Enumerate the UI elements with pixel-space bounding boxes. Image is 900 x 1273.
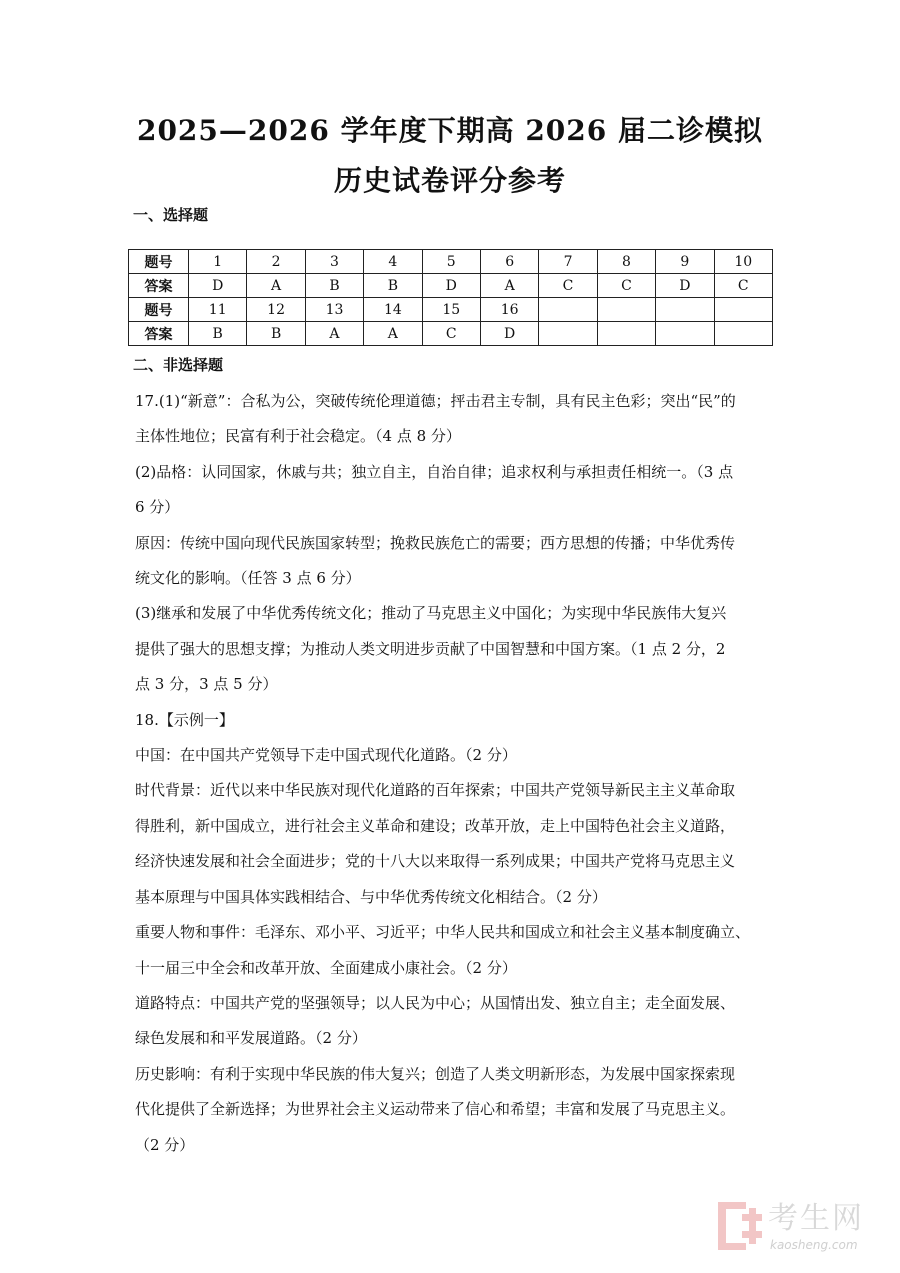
row-label: 答案: [129, 322, 189, 346]
text-line: 绿色发展和和平发展道路。（2 分）: [135, 1029, 367, 1048]
table-cell: C: [714, 274, 772, 298]
table-row: [129, 322, 773, 346]
section-heading-non-choice: 二、非选择题: [133, 356, 224, 374]
row-label: 答案: [129, 274, 189, 298]
table-cell: [539, 298, 597, 322]
table-cell: 12: [247, 298, 305, 322]
table-cell: C: [539, 274, 597, 298]
answer-table: [128, 249, 773, 346]
text-line: 统文化的影响。（任答 3 点 6 分）: [135, 569, 361, 588]
watermark: [718, 1200, 888, 1256]
table-cell: B: [305, 274, 363, 298]
table-cell: 3: [305, 250, 363, 274]
text-line: 提供了强大的思想支撑；为推动人类文明进步贡献了中国智慧和中国方案。（1 点 2 分，2: [135, 639, 726, 658]
table-cell: B: [364, 274, 422, 298]
text-line: 十一届三中全会和改革开放、全面建成小康社会。（2 分）: [135, 958, 517, 977]
table-cell: C: [597, 274, 655, 298]
table-cell: [656, 322, 714, 346]
table-cell: C: [422, 322, 480, 346]
text-line: 时代背景：近代以来中华民族对现代化道路的百年探索；中国共产党领导新民主主义革命取: [135, 781, 736, 800]
text-line: 基本原理与中国具体实践相结合、与中华优秀传统文化相结合。（2 分）: [135, 887, 607, 906]
table-cell: 4: [364, 250, 422, 274]
table-cell: 2: [247, 250, 305, 274]
table-cell: 6: [480, 250, 538, 274]
text-line: 历史影响：有利于实现中华民族的伟大复兴；创造了人类文明新形态，为发展中国家探索现: [135, 1064, 736, 1083]
watermark-name: 考生网: [768, 1201, 864, 1236]
table-cell: [656, 298, 714, 322]
table-cell: [714, 322, 772, 346]
table-cell: [539, 322, 597, 346]
table-cell: 1: [189, 250, 247, 274]
text-line: 6 分）: [135, 498, 180, 517]
watermark-logo-icon: [718, 1202, 762, 1250]
document-subtitle: 历史试卷评分参考: [333, 164, 566, 197]
text-line: （2 分）: [135, 1135, 195, 1154]
answer-text: [135, 384, 775, 1163]
table-cell: 8: [597, 250, 655, 274]
document-title: 2025—2026 学年度下期高 2026 届二诊模拟: [136, 114, 764, 147]
table-cell: 10: [714, 250, 772, 274]
table-cell: D: [480, 322, 538, 346]
table-cell: B: [189, 322, 247, 346]
table-cell: 11: [189, 298, 247, 322]
table-row: [129, 298, 773, 322]
table-cell: 13: [305, 298, 363, 322]
section-heading-multiple-choice: 一、选择题: [133, 206, 209, 224]
table-row: [129, 250, 773, 274]
table-cell: 15: [422, 298, 480, 322]
table-cell: A: [247, 274, 305, 298]
text-line: 18.【示例一】: [135, 710, 234, 729]
table-cell: A: [364, 322, 422, 346]
table-cell: A: [480, 274, 538, 298]
table-row: [129, 274, 773, 298]
table-cell: D: [656, 274, 714, 298]
table-cell: A: [305, 322, 363, 346]
table-cell: D: [422, 274, 480, 298]
text-line: 经济快速发展和社会全面进步；党的十八大以来取得一系列成果；中国共产党将马克思主义: [135, 852, 736, 871]
table-cell: D: [189, 274, 247, 298]
table-cell: 7: [539, 250, 597, 274]
table-cell: [597, 298, 655, 322]
table-cell: 5: [422, 250, 480, 274]
text-line: 道路特点：中国共产党的坚强领导；以人民为中心；从国情出发、独立自主；走全面发展、: [135, 993, 736, 1012]
row-label: 题号: [129, 298, 189, 322]
text-line: 主体性地位；民富有利于社会稳定。（4 点 8 分）: [135, 427, 461, 446]
text-line: (2)品格：认同国家，休戚与共；独立自主，自治自律；追求权利与承担责任相统一。（3 点: [135, 462, 734, 481]
table-cell: [597, 322, 655, 346]
text-line: 重要人物和事件：毛泽东、邓小平、习近平；中华人民共和国成立和社会主义基本制度确立、: [135, 923, 751, 942]
text-line: (3)继承和发展了中华优秀传统文化；推动了马克思主义中国化；为实现中华民族伟大复兴: [135, 604, 727, 623]
text-line: 点 3 分，3 点 5 分）: [135, 675, 278, 694]
table-cell: [714, 298, 772, 322]
table-cell: 14: [364, 298, 422, 322]
row-label: 题号: [129, 250, 189, 274]
table-cell: 16: [480, 298, 538, 322]
text-line: 17.(1)“新意”：合私为公，突破传统伦理道德；抨击君主专制，具有民主色彩；突出“民”的: [135, 392, 736, 410]
text-line: 原因：传统中国向现代民族国家转型；挽救民族危亡的需要；西方思想的传播；中华优秀传: [135, 533, 736, 552]
text-line: 中国：在中国共产党领导下走中国式现代化道路。（2 分）: [135, 746, 517, 765]
table-cell: 9: [656, 250, 714, 274]
watermark-url: kaosheng.com: [770, 1238, 858, 1252]
table-cell: B: [247, 322, 305, 346]
text-line: 代化提供了全新选择；为世界社会主义运动带来了信心和希望；丰富和发展了马克思主义。: [135, 1100, 736, 1119]
text-line: 得胜利，新中国成立，进行社会主义革命和建设；改革开放，走上中国特色社会主义道路，: [135, 816, 736, 835]
